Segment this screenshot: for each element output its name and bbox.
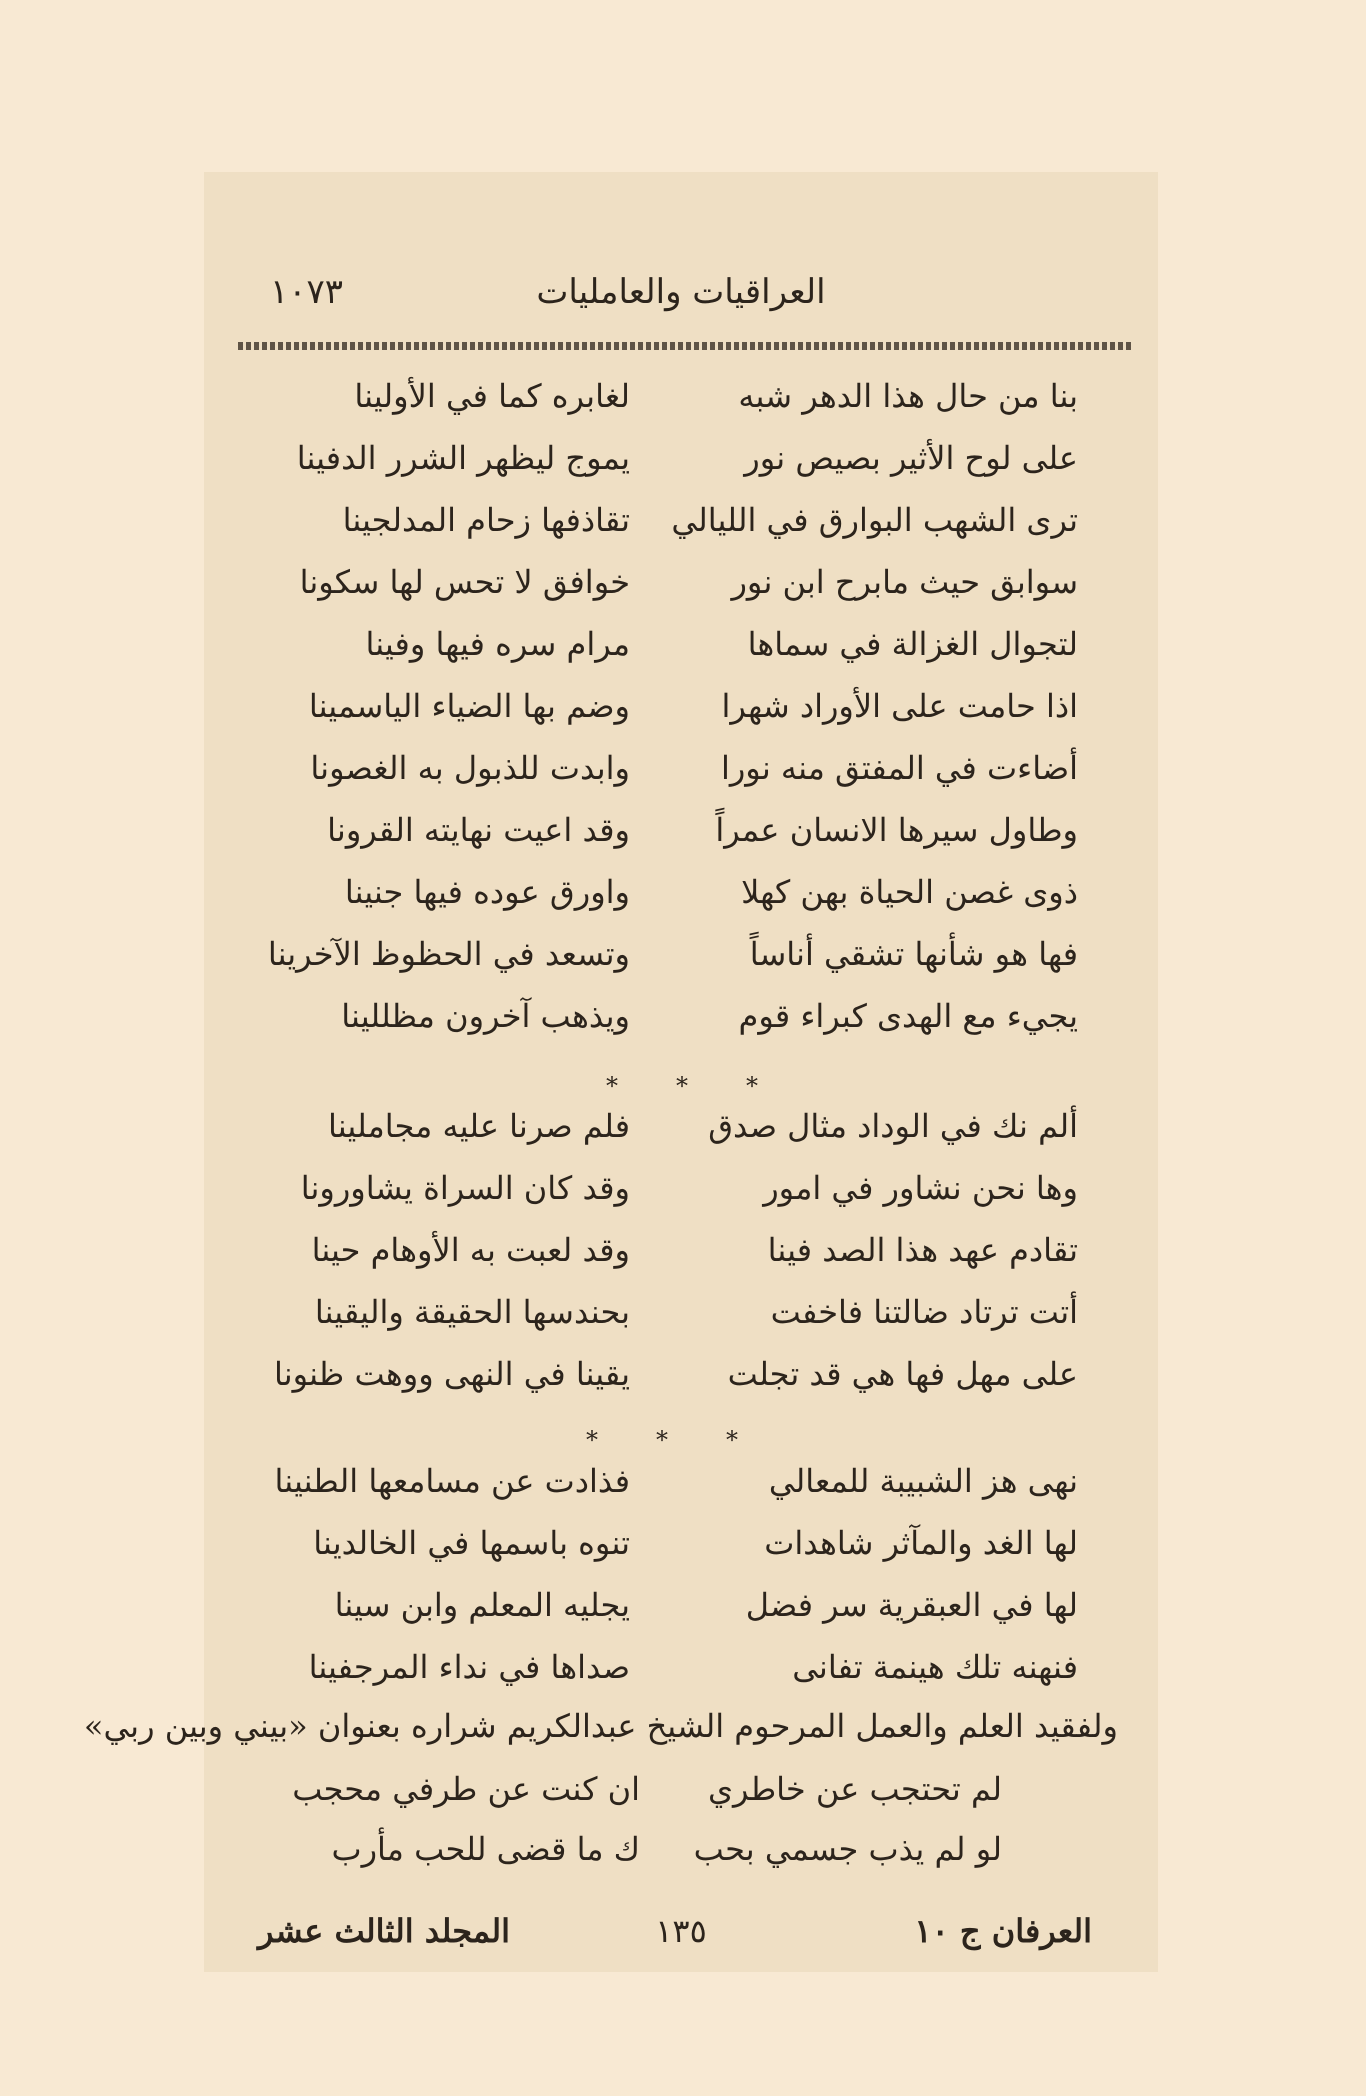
verse [204,1830,1158,1890]
verse-first-hemistich: وطاول سيرها الانسان عمراً [715,811,1078,849]
verse [204,1648,1158,1710]
verse-second-hemistich: يجليه المعلم وابن سينا [334,1586,630,1624]
verse [204,1770,1158,1830]
verse-second-hemistich: تقاذفها زحام المدلجينا [342,501,630,539]
separator-star: * [606,1072,618,1100]
verse [204,1293,1158,1355]
page-header [204,272,1158,332]
verse-first-hemistich: أتت ترتاد ضالتنا فاخفت [770,1293,1078,1331]
verse-first-hemistich: على لوح الأثير بصيص نور [744,439,1078,477]
verse-second-hemistich: وقد اعيت نهايته القرونا [327,811,630,849]
verse [204,563,1158,625]
verse-second-hemistich: فذادت عن مسامعها الطنينا [274,1462,630,1500]
verse [204,935,1158,997]
separator-star: * [676,1072,688,1100]
verse [204,1586,1158,1648]
running-title: العراقيات والعامليات [536,272,826,312]
verse-second-hemistich: بحندسها الحقيقة واليقينا [314,1293,630,1331]
verse [204,439,1158,501]
verse [204,997,1158,1059]
verse-first-hemistich: أضاءت في المفتق منه نورا [720,749,1078,787]
verse [204,811,1158,873]
verse-first-hemistich: يجيء مع الهدى كبراء قوم [738,997,1078,1035]
verse [204,687,1158,749]
verse-first-hemistich: سوابق حيث مابرح ابن نور [731,563,1078,601]
verse [204,1107,1158,1169]
verse-second-hemistich: تنوه باسمها في الخالدينا [313,1524,630,1562]
verse-second-hemistich: وضم بها الضياء الياسمينا [308,687,630,725]
verse-first-hemistich: ألم نك في الوداد مثال صدق [708,1107,1078,1145]
header-rule [238,342,1134,350]
volume-label: المجلد الثالث عشر [258,1912,510,1950]
verse-second-hemistich: واورق عوده فيها جنينا [344,873,630,911]
verse-second-hemistich: ان كنت عن طرفي محجب [292,1770,640,1808]
verse-first-hemistich: ترى الشهب البوارق في الليالي [671,501,1078,539]
section-separator [204,1072,1158,1102]
verse [204,1169,1158,1231]
verse-second-hemistich: ك ما قضى للحب مأرب [331,1830,640,1868]
verse-first-hemistich: لم تحتجب عن خاطري [707,1770,1002,1808]
book-page [83,172,1158,1972]
verse-first-hemistich: ذوى غصن الحياة بهن كهلا [741,873,1078,911]
verse-second-hemistich: وتسعد في الحظوظ الآخرينا [267,935,630,973]
verse-second-hemistich: وقد كان السراة يشاورونا [300,1169,630,1207]
journal-issue: العرفان ج ١٠ [914,1912,1092,1950]
verse-first-hemistich: لها الغد والمآثر شاهدات [764,1524,1078,1562]
separator-star: * [656,1426,668,1454]
verse [204,377,1158,439]
verse [204,873,1158,935]
verse-first-hemistich: فنهنه تلك هينمة تفانى [792,1648,1078,1686]
page-footer [204,1912,1158,1962]
verse-first-hemistich: لو لم يذب جسمي بحب [693,1830,1002,1868]
verse [204,1524,1158,1586]
verse [204,501,1158,563]
verse-first-hemistich: بنا من حال هذا الدهر شبه [738,377,1078,415]
page-number: ١٠٧٣ [270,272,344,312]
verse-first-hemistich: اذا حامت على الأوراد شهرا [721,687,1078,725]
verse-first-hemistich: وها نحن نشاور في امور [763,1169,1078,1207]
verse [204,1231,1158,1293]
verse-second-hemistich: يقينا في النهى ووهت ظنونا [273,1355,630,1393]
separator-star: * [746,1072,758,1100]
verse-second-hemistich: ويذهب آخرون مظللينا [341,997,630,1035]
verse-second-hemistich: وابدت للذبول به الغصونا [310,749,630,787]
separator-star: * [586,1426,598,1454]
verse-second-hemistich: مرام سره فيها وفينا [365,625,630,663]
signature-number: ١٣٥ [655,1912,707,1950]
verse [204,1355,1158,1417]
verse-second-hemistich: وقد لعبت به الأوهام حينا [311,1231,630,1269]
verse-first-hemistich: لتجوال الغزالة في سماها [747,625,1078,663]
verse-second-hemistich: لغابره كما في الأولينا [354,377,630,415]
verse-first-hemistich: نهى هز الشبيبة للمعالي [768,1462,1078,1500]
verse [204,749,1158,811]
verse-second-hemistich: خوافق لا تحس لها سكونا [299,563,630,601]
verse-first-hemistich: فها هو شأنها تشقي أناساً [749,935,1078,973]
section-separator [204,1426,1158,1456]
verse-second-hemistich: فلم صرنا عليه مجاملينا [327,1107,630,1145]
verse-second-hemistich: يموج ليظهر الشرر الدفينا [296,439,630,477]
verse-first-hemistich: لها في العبقرية سر فضل [745,1586,1078,1624]
verse-second-hemistich: صداها في نداء المرجفينا [308,1648,630,1686]
verse-first-hemistich: على مهل فها هي قد تجلت [727,1355,1078,1393]
verse-first-hemistich: تقادم عهد هذا الصد فينا [767,1231,1078,1269]
separator-star: * [726,1426,738,1454]
verse [204,1462,1158,1524]
poem-introduction: ولفقيد العلم والعمل المرحوم الشيخ عبدالكريم شراره بعنوان «بيني وبين ربي» [83,1707,1118,1745]
verse [204,625,1158,687]
